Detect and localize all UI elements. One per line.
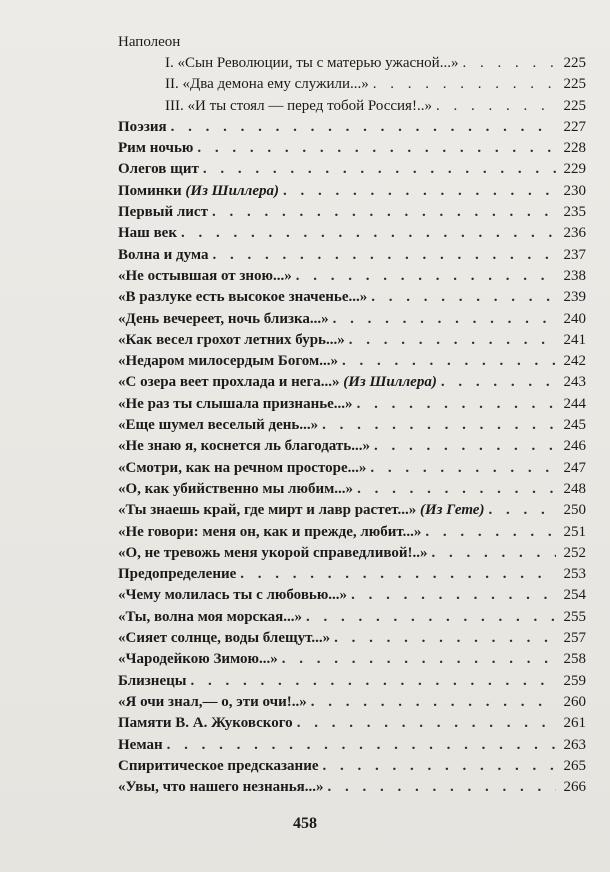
subentry-list (118, 53, 586, 117)
toc-entry (118, 223, 586, 244)
toc-entry (118, 500, 586, 521)
entry-title-text: Памяти В. А. Жуковского (118, 715, 293, 732)
entry-title-text: «Не знаю я, коснется ль благодать...» (118, 438, 370, 455)
entry-title-text: Волна и дума (118, 246, 209, 263)
entry-list (118, 117, 586, 799)
entry-title (118, 756, 319, 777)
entry-title-text: «Сияет солнце, воды блещут...» (118, 630, 331, 647)
entry-page-number: 261 (563, 715, 586, 732)
entry-title (118, 117, 167, 138)
entry-title (118, 500, 484, 521)
entry-title (118, 607, 302, 628)
entry-title (165, 96, 432, 117)
entry-page-number: 254 (563, 587, 586, 604)
entry-title (118, 436, 370, 457)
entry-title (118, 394, 353, 415)
dot-leader (167, 735, 556, 756)
entry-title (118, 777, 324, 798)
toc-entry (118, 458, 586, 479)
table-of-contents (118, 32, 586, 798)
entry-page-number: 229 (563, 161, 586, 178)
entry-title (118, 245, 209, 266)
entry-title (118, 138, 193, 159)
entry-title-text: «Ты знаешь край, где мирт и лавр растет...» (118, 502, 417, 519)
entry-title (118, 543, 428, 564)
entry-title-text: «С озера веет прохлада и нега...» (118, 374, 340, 391)
entry-title (118, 372, 437, 393)
entry-page-number: 259 (563, 672, 586, 689)
entry-page-number: 253 (563, 566, 586, 583)
entry-page-number: 251 (563, 523, 586, 540)
dot-leader (296, 266, 556, 287)
dot-leader (432, 543, 557, 564)
toc-entry (118, 692, 586, 713)
entry-note: (Из Шиллера) (343, 374, 437, 391)
entry-title (165, 53, 458, 74)
entry-page-number: 248 (563, 480, 586, 497)
entry-title-text: Поминки (118, 182, 182, 199)
entry-title-text: Близнецы (118, 672, 187, 689)
entry-title-text: «Чему молилась ты с любовью...» (118, 587, 348, 604)
dot-leader (342, 351, 556, 372)
entry-note: (Из Гете) (419, 502, 485, 519)
entry-title (118, 202, 208, 223)
entry-page-number: 235 (563, 204, 586, 221)
dot-leader (306, 607, 556, 628)
entry-title-text: Наш век (118, 225, 177, 242)
dot-leader (441, 372, 556, 393)
dot-leader (240, 564, 556, 585)
toc-entry (118, 181, 586, 202)
entry-page-number: 243 (563, 374, 586, 391)
entry-title-text: Предопределение (118, 566, 237, 583)
toc-entry (118, 628, 586, 649)
entry-page-number: 225 (563, 97, 586, 114)
entry-title (118, 671, 186, 692)
dot-leader (297, 713, 556, 734)
entry-title-text: Рим ночью (118, 140, 194, 157)
toc-entry (118, 436, 586, 457)
toc-entry (118, 479, 586, 500)
toc-entry (118, 202, 586, 223)
entry-title (118, 181, 279, 202)
page-number: 458 (293, 815, 317, 832)
toc-entry (118, 74, 586, 95)
dot-leader (357, 394, 556, 415)
dot-leader (190, 671, 556, 692)
entry-title-text: «Ты, волна моя морская...» (118, 608, 302, 625)
toc-entry (118, 394, 586, 415)
dot-leader (328, 777, 556, 798)
toc-entry (118, 159, 586, 180)
dot-leader (371, 287, 556, 308)
entry-page-number: 260 (563, 693, 586, 710)
entry-title-text: I. «Сын Революции, ты с матерью ужасной...» (165, 55, 459, 71)
entry-page-number: 266 (563, 779, 586, 796)
entry-page-number: 265 (563, 757, 586, 774)
entry-title-text: «Увы, что нашего незнанья...» (118, 779, 324, 796)
entry-page-number: 241 (563, 331, 586, 348)
toc-entry (118, 671, 586, 692)
entry-title-text: «Не раз ты слышала признанье...» (118, 395, 353, 412)
entry-title-text: «Не говори: меня он, как и прежде, любит...» (118, 523, 422, 540)
dot-leader (349, 330, 556, 351)
entry-title-text: «Я очи знал,— о, эти очи!..» (118, 693, 307, 710)
entry-page-number: 236 (563, 225, 586, 242)
dot-leader (357, 479, 556, 500)
toc-entry (118, 138, 586, 159)
entry-page-number: 263 (563, 736, 586, 753)
toc-entry (118, 564, 586, 585)
entry-title (118, 415, 318, 436)
entry-page-number: 240 (563, 310, 586, 327)
toc-entry (118, 53, 586, 74)
entry-title (165, 74, 369, 95)
entry-title-text: Спиритическое предсказание (118, 757, 319, 774)
entry-title-text: «Смотри, как на речном просторе...» (118, 459, 367, 476)
toc-entry (118, 735, 586, 756)
entry-title (118, 287, 367, 308)
entry-title (118, 309, 329, 330)
entry-title (118, 458, 366, 479)
toc-entry (118, 607, 586, 628)
toc-entry (118, 287, 586, 308)
toc-entry (118, 649, 586, 670)
entry-page-number: 244 (563, 395, 586, 412)
dot-leader (370, 458, 556, 479)
toc-entry (118, 372, 586, 393)
toc-entry (118, 266, 586, 287)
entry-title-text: II. «Два демона ему служили...» (165, 76, 369, 93)
entry-title-text: Первый лист (118, 204, 208, 221)
dot-leader (213, 245, 556, 266)
entry-page-number: 246 (563, 438, 586, 455)
entry-title (118, 692, 307, 713)
dot-leader (322, 415, 556, 436)
entry-title (118, 735, 163, 756)
dot-leader (197, 138, 556, 159)
toc-entry (118, 777, 586, 798)
dot-leader (282, 649, 556, 670)
dot-leader (212, 202, 556, 223)
dot-leader (462, 53, 556, 74)
dot-leader (283, 181, 556, 202)
entry-title (118, 585, 347, 606)
entry-title (118, 159, 199, 180)
toc-entry (118, 351, 586, 372)
entry-title-text: «Недаром милосердым Богом...» (118, 353, 338, 370)
dot-leader (488, 500, 556, 521)
entry-page-number: 237 (563, 246, 586, 263)
entry-title (118, 266, 292, 287)
toc-entry (118, 415, 586, 436)
entry-title (118, 522, 421, 543)
entry-title-text: «Чародейкою Зимою...» (118, 651, 278, 668)
toc-entry (118, 756, 586, 777)
dot-leader (425, 522, 556, 543)
entry-title-text: «Как весел грохот летних бурь...» (118, 331, 345, 348)
dot-leader (374, 436, 556, 457)
entry-page-number: 225 (563, 55, 586, 71)
entry-title (118, 649, 278, 670)
dot-leader (373, 74, 556, 95)
entry-page-number: 257 (563, 630, 586, 647)
entry-title (118, 713, 293, 734)
entry-title-text: Олегов щит (118, 161, 199, 178)
entry-page-number: 238 (563, 267, 586, 284)
entry-page-number: 227 (563, 118, 586, 135)
entry-title-text: III. «И ты стоял — перед тобой Россия!..» (165, 97, 432, 114)
entry-title-text: Неман (118, 736, 163, 753)
entry-title-text: «Еще шумел веселый день...» (118, 417, 319, 434)
toc-entry (118, 713, 586, 734)
entry-page-number: 245 (563, 417, 586, 434)
toc-entry (118, 96, 586, 117)
entry-title (118, 479, 353, 500)
dot-leader (333, 309, 556, 330)
dot-leader (323, 756, 556, 777)
dot-leader (171, 117, 556, 138)
entry-page-number: 239 (563, 289, 586, 306)
toc-entry (118, 585, 586, 606)
entry-title-text: «В разлуке есть высокое значенье...» (118, 289, 368, 306)
toc-entry (118, 117, 586, 138)
entry-title-text: «О, не тревожь меня укорой справедливой!..» (118, 544, 428, 561)
toc-entry (118, 522, 586, 543)
entry-title-text: «Не остывшая от зною...» (118, 267, 292, 284)
dot-leader (203, 159, 556, 180)
entry-page-number: 252 (563, 544, 586, 561)
entry-title (118, 223, 177, 244)
entry-page-number: 228 (563, 140, 586, 157)
entry-page-number: 247 (563, 459, 586, 476)
entry-page-number: 255 (563, 608, 586, 625)
entry-page-number: 250 (563, 502, 586, 519)
section-title: Наполеон (118, 34, 181, 50)
entry-title (118, 564, 236, 585)
toc-entry (118, 330, 586, 351)
entry-title (118, 351, 338, 372)
dot-leader (436, 96, 556, 117)
entry-title (118, 628, 330, 649)
entry-title (118, 330, 345, 351)
entry-page-number: 258 (563, 651, 586, 668)
entry-page-number: 242 (563, 353, 586, 370)
dot-leader (311, 692, 556, 713)
entry-note: (Из Шиллера) (185, 182, 279, 199)
dot-leader (334, 628, 556, 649)
dot-leader (181, 223, 556, 244)
entry-title-text: «День вечереет, ночь близка...» (118, 310, 329, 327)
entry-page-number: 225 (563, 76, 586, 93)
dot-leader (351, 585, 556, 606)
toc-entry (118, 543, 586, 564)
toc-entry (118, 245, 586, 266)
entry-title-text: Поэзия (118, 118, 167, 135)
toc-entry (118, 309, 586, 330)
entry-page-number: 230 (563, 182, 586, 199)
entry-title-text: «О, как убийственно мы любим...» (118, 480, 354, 497)
